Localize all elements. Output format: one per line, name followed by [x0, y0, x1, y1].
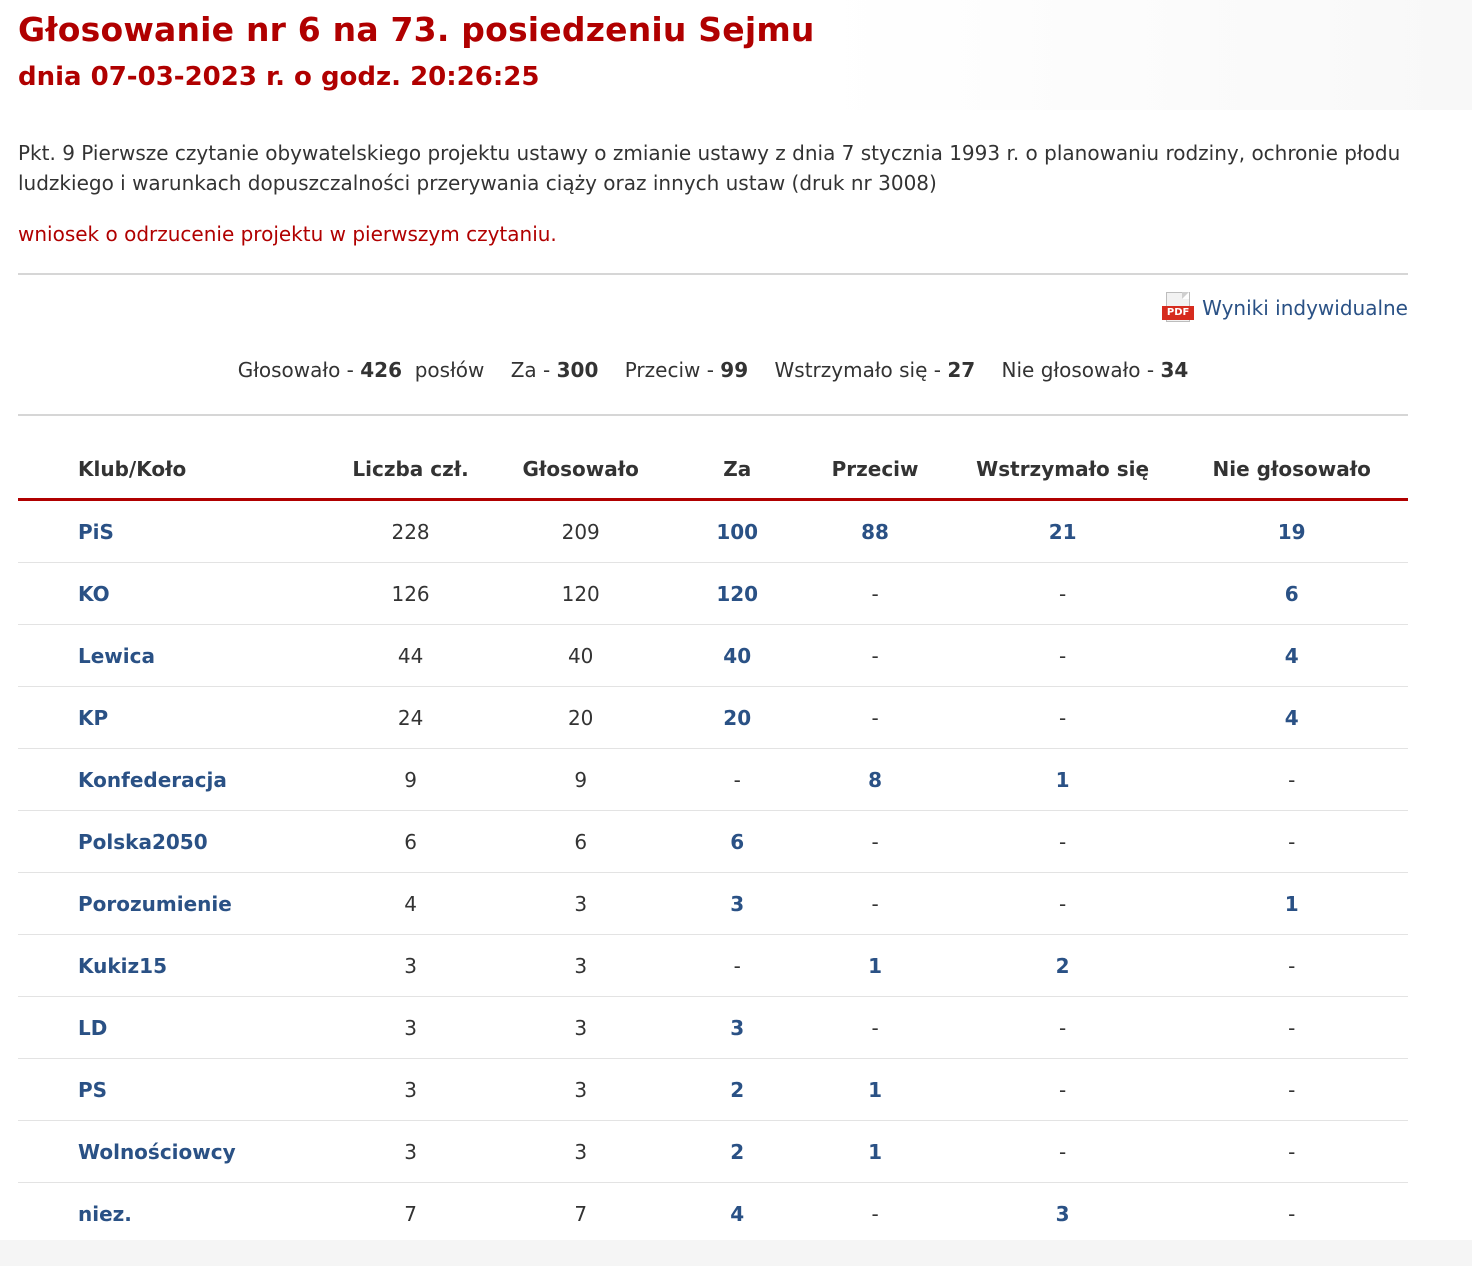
cell-not-voted[interactable]: 6 — [1175, 563, 1408, 625]
cell-not-voted: - — [1175, 997, 1408, 1059]
cell-against: - — [800, 1183, 950, 1245]
page-subtitle: dnia 07-03-2023 r. o godz. 20:26:25 — [18, 62, 540, 92]
header-against: Przeciw — [800, 440, 950, 500]
cell-for[interactable]: 4 — [674, 1183, 800, 1245]
cell-against: - — [800, 563, 950, 625]
cell-voted: 3 — [487, 935, 674, 997]
cell-abstained: - — [950, 563, 1176, 625]
footer-shade — [0, 1240, 1472, 1266]
cell-members: 7 — [334, 1183, 487, 1245]
cell-against[interactable]: 8 — [800, 749, 950, 811]
cell-not-voted: - — [1175, 1121, 1408, 1183]
table-row — [18, 1121, 1408, 1183]
cell-voted: 209 — [487, 500, 674, 563]
cell-abstained: - — [950, 997, 1176, 1059]
cell-not-voted[interactable]: 4 — [1175, 687, 1408, 749]
table-row — [18, 749, 1408, 811]
cell-not-voted[interactable]: 4 — [1175, 625, 1408, 687]
table-row — [18, 625, 1408, 687]
cell-members: 44 — [334, 625, 487, 687]
cell-abstained: - — [950, 873, 1176, 935]
pdf-icon: PDF — [1162, 292, 1194, 324]
cell-voted: 20 — [487, 687, 674, 749]
cell-club[interactable]: KO — [18, 563, 334, 625]
cell-against[interactable]: 1 — [800, 1059, 950, 1121]
cell-not-voted: - — [1175, 1183, 1408, 1245]
cell-abstained: - — [950, 811, 1176, 873]
cell-voted: 6 — [487, 811, 674, 873]
cell-abstained: - — [950, 687, 1176, 749]
individual-results-link[interactable] — [1162, 292, 1408, 324]
cell-not-voted: - — [1175, 935, 1408, 997]
cell-members: 3 — [334, 1059, 487, 1121]
cell-for: - — [674, 749, 800, 811]
table-row — [18, 687, 1408, 749]
cell-abstained: - — [950, 625, 1176, 687]
header-not-voted: Nie głosowało — [1175, 440, 1408, 500]
cell-voted: 3 — [487, 1059, 674, 1121]
cell-club[interactable]: niez. — [18, 1183, 334, 1245]
cell-for: - — [674, 935, 800, 997]
header-voted: Głosowało — [487, 440, 674, 500]
cell-club[interactable]: PS — [18, 1059, 334, 1121]
table-row — [18, 500, 1408, 563]
cell-club[interactable]: Kukiz15 — [18, 935, 334, 997]
cell-club[interactable]: Porozumienie — [18, 873, 334, 935]
cell-club[interactable]: PiS — [18, 500, 334, 563]
cell-voted: 7 — [487, 1183, 674, 1245]
cell-for[interactable]: 2 — [674, 1121, 800, 1183]
cell-voted: 120 — [487, 563, 674, 625]
cell-abstained[interactable]: 1 — [950, 749, 1176, 811]
cell-voted: 40 — [487, 625, 674, 687]
cell-members: 24 — [334, 687, 487, 749]
cell-not-voted[interactable]: 1 — [1175, 873, 1408, 935]
cell-voted: 3 — [487, 873, 674, 935]
summary-not-voted: Nie głosowało - 34 — [1001, 358, 1189, 382]
cell-not-voted[interactable]: 19 — [1175, 500, 1408, 563]
summary-voted: Głosowało - 426 posłów — [237, 358, 485, 382]
cell-against: - — [800, 811, 950, 873]
cell-abstained[interactable]: 3 — [950, 1183, 1176, 1245]
cell-voted: 3 — [487, 1121, 674, 1183]
cell-abstained: - — [950, 1059, 1176, 1121]
cell-voted: 9 — [487, 749, 674, 811]
header-for: Za — [674, 440, 800, 500]
divider — [18, 414, 1408, 416]
cell-against[interactable]: 88 — [800, 500, 950, 563]
header-members: Liczba czł. — [334, 440, 487, 500]
table-row — [18, 811, 1408, 873]
table-row — [18, 1059, 1408, 1121]
individual-results-label: Wyniki indywidualne — [1202, 296, 1408, 320]
cell-against: - — [800, 997, 950, 1059]
cell-club[interactable]: KP — [18, 687, 334, 749]
cell-not-voted: - — [1175, 811, 1408, 873]
summary-abstained: Wstrzymało się - 27 — [774, 358, 976, 382]
header-abstained: Wstrzymało się — [950, 440, 1176, 500]
summary-for: Za - 300 — [510, 358, 599, 382]
vote-summary — [18, 358, 1408, 382]
cell-for[interactable]: 40 — [674, 625, 800, 687]
header-club: Klub/Koło — [18, 440, 334, 500]
cell-members: 3 — [334, 1121, 487, 1183]
table-header-row — [18, 440, 1408, 500]
cell-members: 126 — [334, 563, 487, 625]
cell-abstained[interactable]: 21 — [950, 500, 1176, 563]
cell-against[interactable]: 1 — [800, 935, 950, 997]
table-row — [18, 935, 1408, 997]
page-title: Głosowanie nr 6 na 73. posiedzeniu Sejmu — [18, 10, 815, 49]
results-table — [18, 440, 1408, 1245]
cell-members: 4 — [334, 873, 487, 935]
cell-not-voted: - — [1175, 749, 1408, 811]
cell-for[interactable]: 100 — [674, 500, 800, 563]
cell-members: 3 — [334, 935, 487, 997]
cell-for[interactable]: 3 — [674, 997, 800, 1059]
cell-abstained[interactable]: 2 — [950, 935, 1176, 997]
cell-for[interactable]: 120 — [674, 563, 800, 625]
table-row — [18, 563, 1408, 625]
cell-club[interactable]: Lewica — [18, 625, 334, 687]
cell-members: 6 — [334, 811, 487, 873]
cell-voted: 3 — [487, 997, 674, 1059]
cell-abstained: - — [950, 1121, 1176, 1183]
table-row — [18, 873, 1408, 935]
cell-not-voted: - — [1175, 1059, 1408, 1121]
table-row — [18, 1183, 1408, 1245]
cell-against[interactable]: 1 — [800, 1121, 950, 1183]
cell-members: 3 — [334, 997, 487, 1059]
motion-text: wniosek o odrzucenie projektu w pierwszym czytaniu. — [18, 222, 557, 246]
cell-members: 9 — [334, 749, 487, 811]
cell-club[interactable]: Polska2050 — [18, 811, 334, 873]
cell-members: 228 — [334, 500, 487, 563]
cell-for[interactable]: 2 — [674, 1059, 800, 1121]
cell-club[interactable]: LD — [18, 997, 334, 1059]
table-row — [18, 997, 1408, 1059]
background-watermark — [820, 0, 1472, 110]
cell-against: - — [800, 625, 950, 687]
agenda-topic: Pkt. 9 Pierwsze czytanie obywatelskiego projektu ustawy o zmianie ustawy z dnia 7 stycznia 1993 r. o planowaniu rodziny, ochronie płodu ludzkiego i warunkach dopuszczalności przerywania ciąży oraz innych ustaw (druk nr 3008) — [18, 141, 1401, 195]
cell-for[interactable]: 6 — [674, 811, 800, 873]
cell-club[interactable]: Konfederacja — [18, 749, 334, 811]
cell-for[interactable]: 20 — [674, 687, 800, 749]
cell-for[interactable]: 3 — [674, 873, 800, 935]
divider — [18, 273, 1408, 275]
summary-against: Przeciw - 99 — [624, 358, 749, 382]
cell-against: - — [800, 687, 950, 749]
cell-club[interactable]: Wolnościowcy — [18, 1121, 334, 1183]
cell-against: - — [800, 873, 950, 935]
